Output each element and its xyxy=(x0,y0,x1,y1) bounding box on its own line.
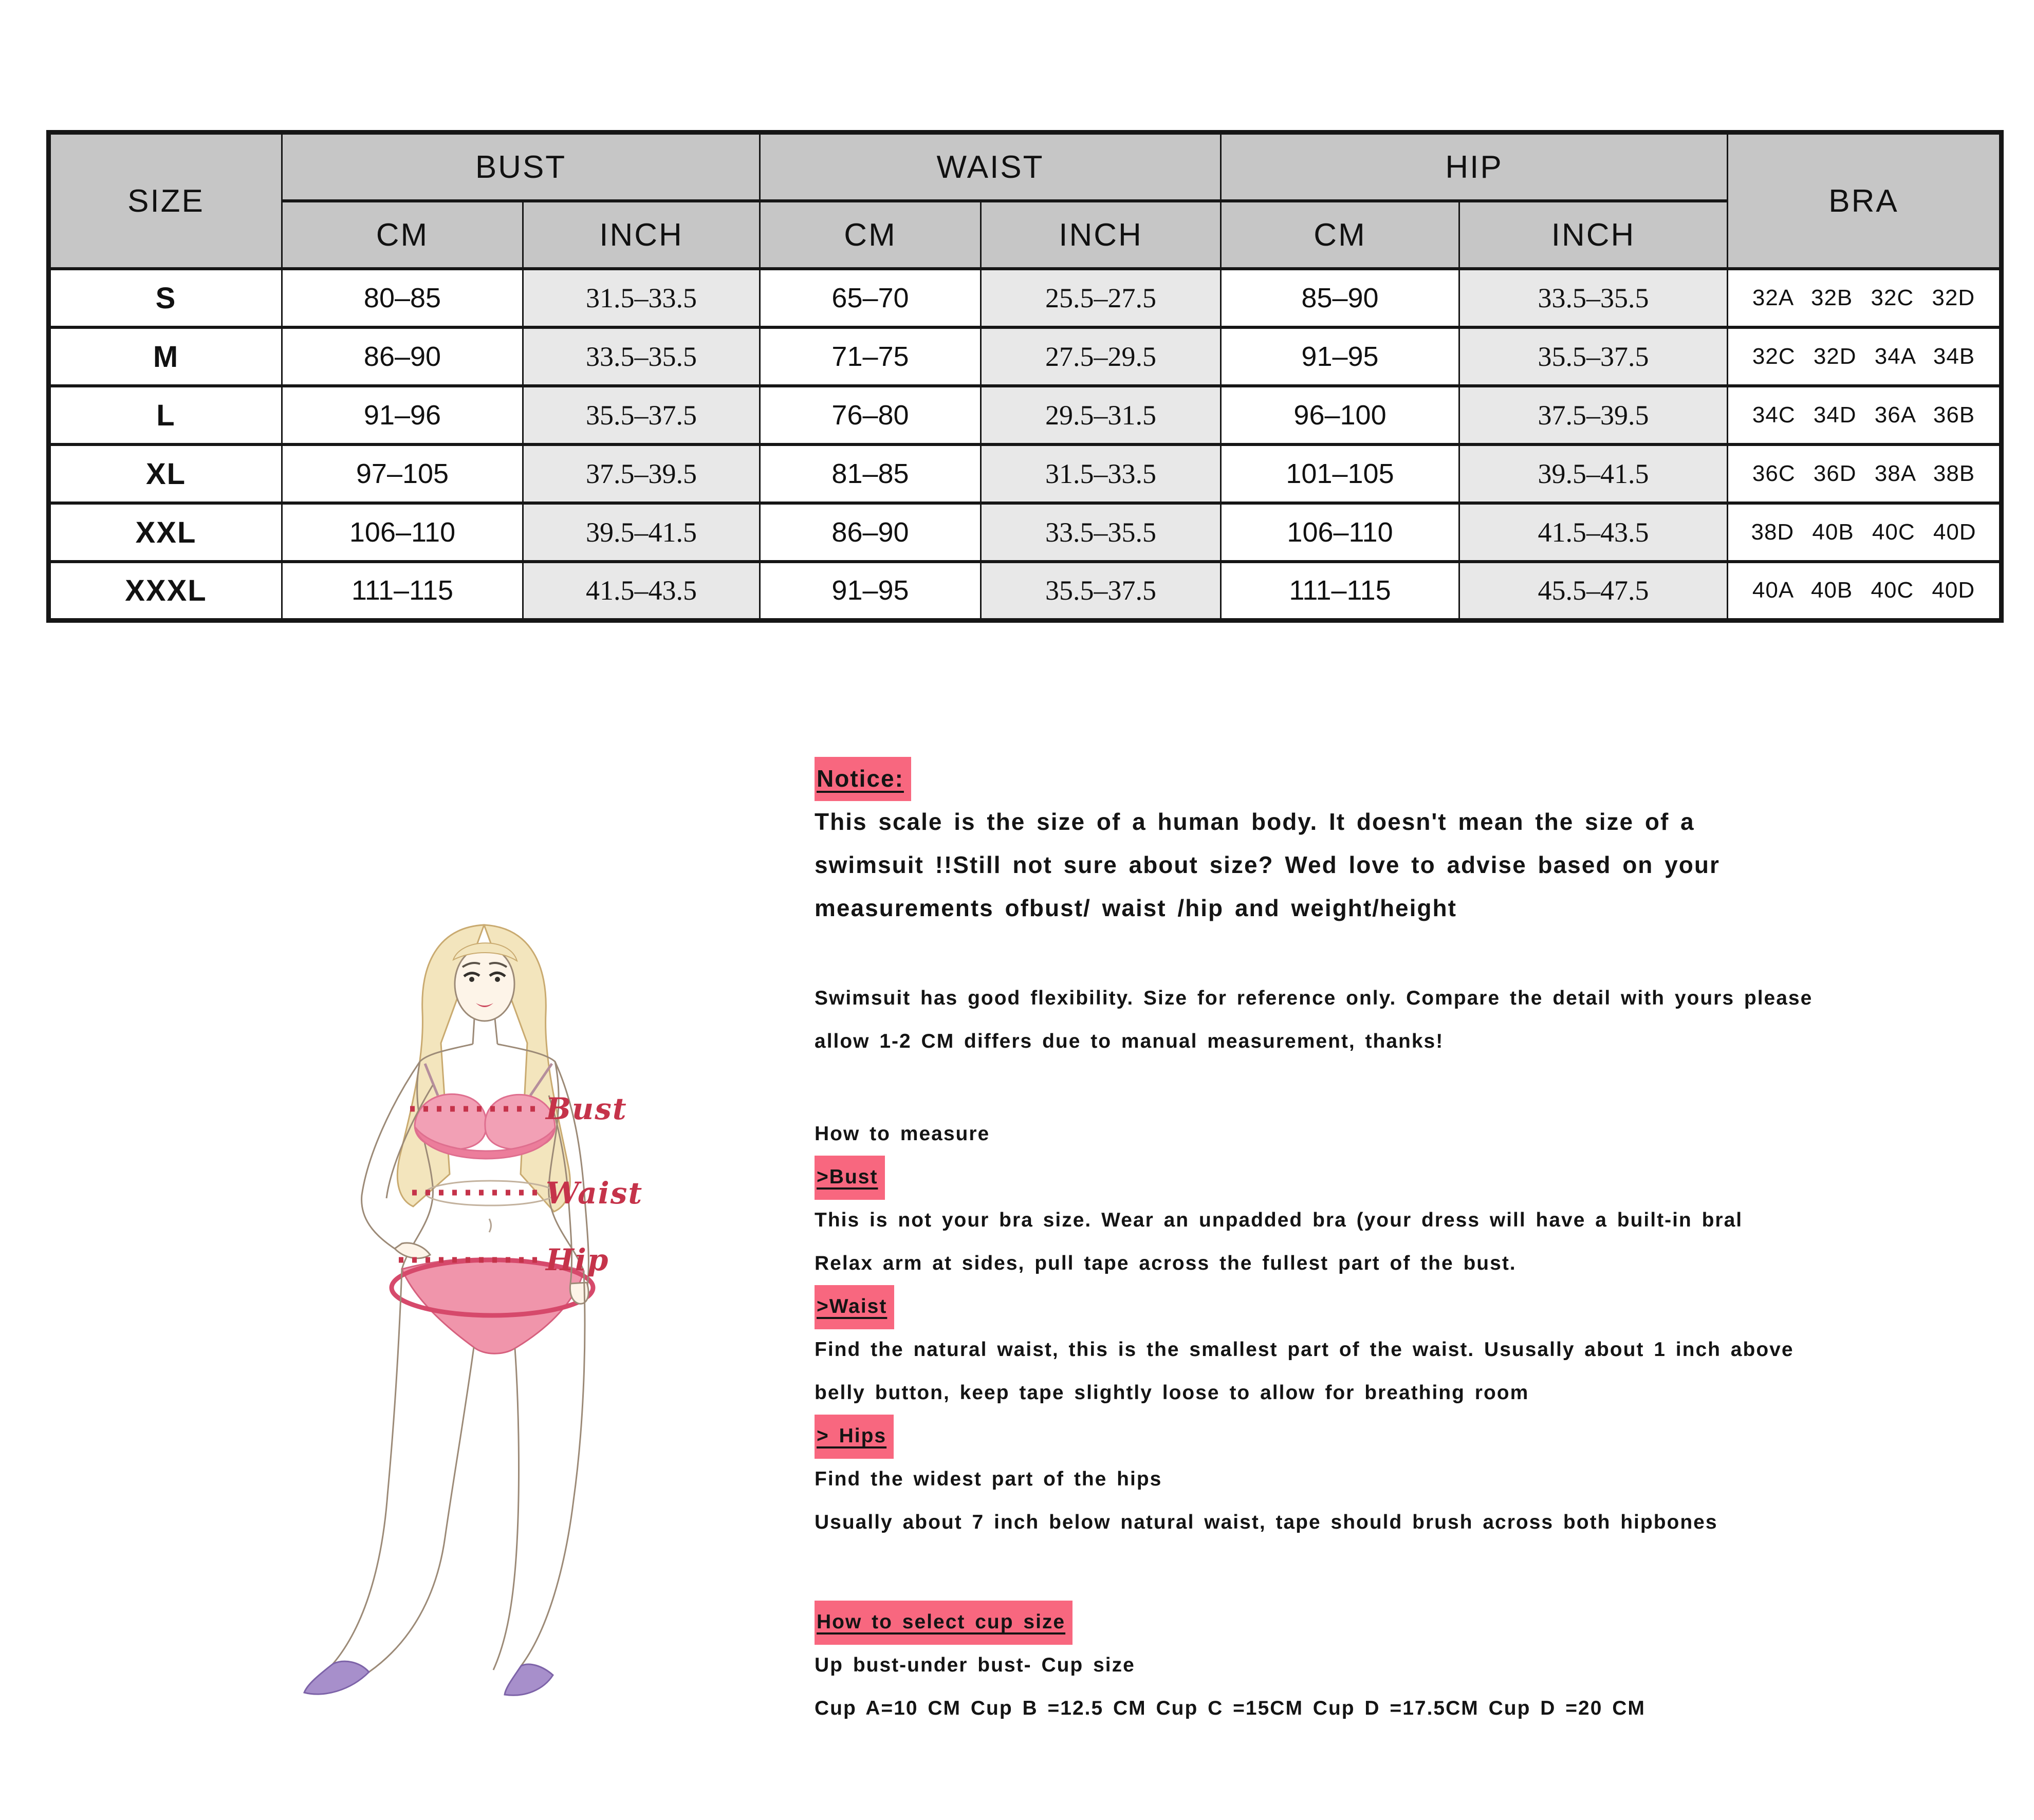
col-header-hip-cm: CM xyxy=(1221,201,1459,269)
notice-line: swimsuit !!Still not sure about size? Wed love to advise based on your xyxy=(815,851,1720,878)
cell-bust-cm: 97–105 xyxy=(282,444,523,503)
cell-size: L xyxy=(49,386,282,444)
col-header-waist: WAIST xyxy=(760,133,1221,201)
size-chart-table xyxy=(46,130,2004,623)
notice-title-highlight: Notice: xyxy=(815,757,911,801)
notice-title xyxy=(815,757,2012,800)
cup-size-line: Cup A=10 CM Cup B =12.5 CM Cup C =15CM Cup D =17.5CM Cup D =20 CM xyxy=(815,1697,1645,1719)
cell-hip-cm: 106–110 xyxy=(1221,503,1459,562)
notice-line: This scale is the size of a human body. It doesn't mean the size of a xyxy=(815,808,1695,835)
cell-waist-cm: 71–75 xyxy=(760,327,981,386)
waist-line: Find the natural waist, this is the smallest part of the waist. Ususally about 1 inch above xyxy=(815,1339,1794,1361)
cell-bra: 36C 36D 38A 38B xyxy=(1728,444,2002,503)
cell-bra: 32C 32D 34A 34B xyxy=(1728,327,2002,386)
cell-bust-inch: 31.5–33.5 xyxy=(523,269,760,327)
cell-hip-cm: 111–115 xyxy=(1221,562,1459,620)
cell-hip-inch: 45.5–47.5 xyxy=(1459,562,1728,620)
waist-heading xyxy=(815,1285,2012,1328)
hips-heading-highlight: > Hips xyxy=(815,1415,894,1459)
woman-sketch xyxy=(170,889,812,1711)
cell-bust-cm: 111–115 xyxy=(282,562,523,620)
cell-waist-inch: 29.5–31.5 xyxy=(981,386,1221,444)
instructions-text-block xyxy=(815,757,2012,1730)
cell-hip-cm: 85–90 xyxy=(1221,269,1459,327)
hips-line: Usually about 7 inch below natural waist, tape should brush across both hipbones xyxy=(815,1511,1718,1533)
cell-hip-inch: 39.5–41.5 xyxy=(1459,444,1728,503)
cell-hip-cm: 96–100 xyxy=(1221,386,1459,444)
bust-line: Relax arm at sides, pull tape across the fullest part of the bust. xyxy=(815,1252,1517,1274)
waist-heading-highlight: >Waist xyxy=(815,1285,894,1329)
cell-bust-cm: 91–96 xyxy=(282,386,523,444)
cell-bra: 34C 34D 36A 36B xyxy=(1728,386,2002,444)
cell-waist-cm: 65–70 xyxy=(760,269,981,327)
cell-bust-inch: 39.5–41.5 xyxy=(523,503,760,562)
table-row xyxy=(49,562,2002,620)
table-row xyxy=(49,444,2002,503)
cell-hip-inch: 33.5–35.5 xyxy=(1459,269,1728,327)
cup-size-heading xyxy=(815,1601,2012,1644)
shoe-right xyxy=(505,1664,553,1695)
cell-waist-cm: 81–85 xyxy=(760,444,981,503)
cell-waist-inch: 25.5–27.5 xyxy=(981,269,1221,327)
table-row xyxy=(49,269,2002,327)
cell-bust-inch: 33.5–35.5 xyxy=(523,327,760,386)
cell-bust-cm: 106–110 xyxy=(282,503,523,562)
cell-bra: 32A 32B 32C 32D xyxy=(1728,269,2002,327)
cell-size: S xyxy=(49,269,282,327)
cup-size-heading-highlight: How to select cup size xyxy=(815,1601,1073,1645)
cell-hip-inch: 35.5–37.5 xyxy=(1459,327,1728,386)
waist-line: belly button, keep tape slightly loose to allow for breathing room xyxy=(815,1382,1529,1404)
col-header-hip-inch: INCH xyxy=(1459,201,1728,269)
notice-line: measurements ofbust/ waist /hip and weight/height xyxy=(815,895,1457,921)
bust-heading-highlight: >Bust xyxy=(815,1156,885,1200)
bust-heading xyxy=(815,1156,2012,1199)
col-header-size: SIZE xyxy=(49,133,282,269)
cell-bust-inch: 41.5–43.5 xyxy=(523,562,760,620)
table-row xyxy=(49,327,2002,386)
cell-hip-inch: 41.5–43.5 xyxy=(1459,503,1728,562)
cell-bra: 38D 40B 40C 40D xyxy=(1728,503,2002,562)
cell-hip-cm: 91–95 xyxy=(1221,327,1459,386)
col-header-bust-cm: CM xyxy=(282,201,523,269)
bust-line: This is not your bra size. Wear an unpadded bra (your dress will have a built-in bral xyxy=(815,1209,1743,1231)
cell-waist-cm: 91–95 xyxy=(760,562,981,620)
waist-label: Waist xyxy=(546,1176,643,1211)
hips-line: Find the widest part of the hips xyxy=(815,1468,1162,1490)
cell-bust-cm: 80–85 xyxy=(282,269,523,327)
table-row xyxy=(49,386,2002,444)
col-header-bust: BUST xyxy=(282,133,760,201)
cell-bra: 40A 40B 40C 40D xyxy=(1728,562,2002,620)
col-header-bra: BRA xyxy=(1728,133,2002,269)
cell-size: XXL xyxy=(49,503,282,562)
measurement-figure-illustration xyxy=(170,889,812,1711)
header-row-units xyxy=(49,201,2002,269)
how-to-measure-heading: How to measure xyxy=(815,1123,990,1145)
col-header-waist-cm: CM xyxy=(760,201,981,269)
cell-bust-inch: 35.5–37.5 xyxy=(523,386,760,444)
cell-waist-cm: 86–90 xyxy=(760,503,981,562)
col-header-hip: HIP xyxy=(1221,133,1728,201)
header-row-groups xyxy=(49,133,2002,201)
cell-size: XL xyxy=(49,444,282,503)
bust-label: Bust xyxy=(546,1091,627,1126)
cell-size: XXXL xyxy=(49,562,282,620)
cell-waist-inch: 27.5–29.5 xyxy=(981,327,1221,386)
cell-waist-inch: 31.5–33.5 xyxy=(981,444,1221,503)
col-header-waist-inch: INCH xyxy=(981,201,1221,269)
cell-waist-inch: 35.5–37.5 xyxy=(981,562,1221,620)
hip-label: Hip xyxy=(546,1242,609,1277)
hips-heading xyxy=(815,1415,2012,1458)
cell-bust-cm: 86–90 xyxy=(282,327,523,386)
cell-waist-cm: 76–80 xyxy=(760,386,981,444)
table-row xyxy=(49,503,2002,562)
cell-bust-inch: 37.5–39.5 xyxy=(523,444,760,503)
flexibility-line: allow 1-2 CM differs due to manual measurement, thanks! xyxy=(815,1030,1444,1052)
cell-size: M xyxy=(49,327,282,386)
cell-waist-inch: 33.5–35.5 xyxy=(981,503,1221,562)
col-header-bust-inch: INCH xyxy=(523,201,760,269)
cup-size-line: Up bust-under bust- Cup size xyxy=(815,1654,1135,1676)
cell-hip-inch: 37.5–39.5 xyxy=(1459,386,1728,444)
flexibility-line: Swimsuit has good flexibility. Size for reference only. Compare the detail with yours please xyxy=(815,987,1813,1009)
cell-hip-cm: 101–105 xyxy=(1221,444,1459,503)
shoe-left xyxy=(304,1661,369,1694)
